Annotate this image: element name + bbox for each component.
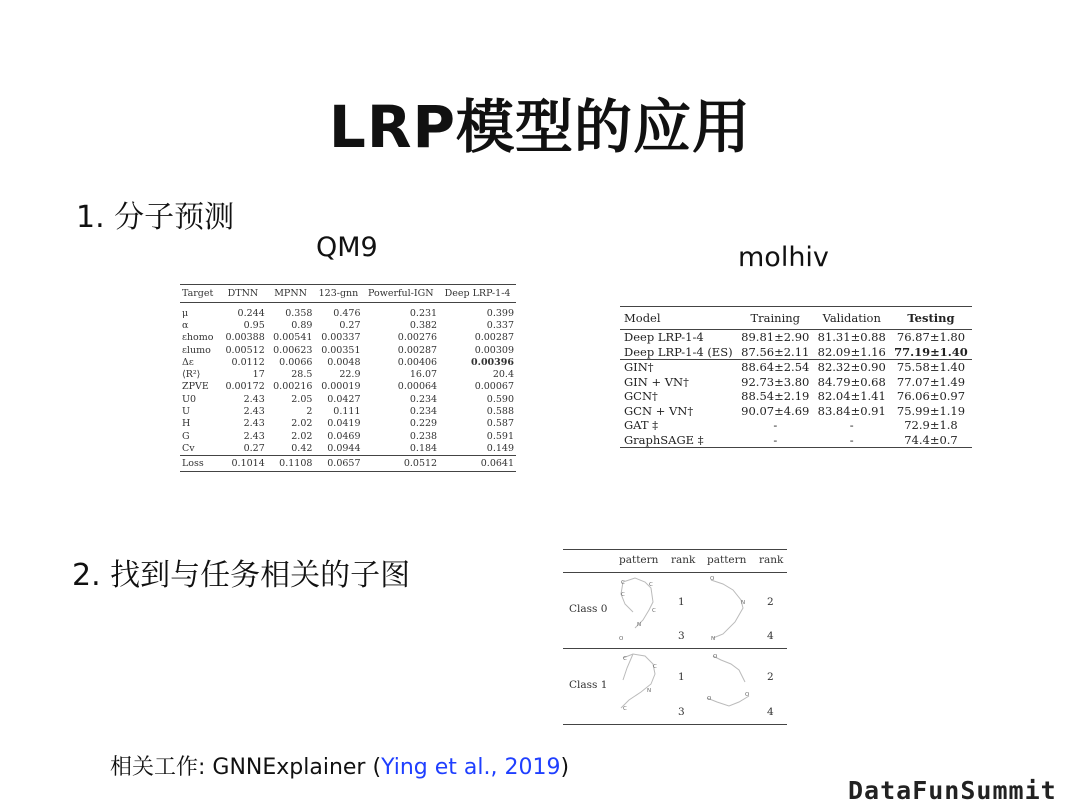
table-cell: 0.234 bbox=[409, 406, 438, 418]
table-cell: 0.00351 bbox=[321, 344, 361, 356]
table-cell: 0.00309 bbox=[474, 344, 514, 356]
column-header: Model bbox=[624, 311, 661, 325]
table-cell: 0.00541 bbox=[273, 332, 313, 344]
rank-label: 3 bbox=[678, 706, 685, 718]
table-cell: 0.229 bbox=[409, 418, 438, 430]
table-row bbox=[180, 430, 516, 442]
table-cell: 0.27 bbox=[339, 319, 361, 331]
class-0-label: Class 0 bbox=[569, 603, 608, 615]
table-cell: 77.07±1.49 bbox=[896, 374, 966, 389]
table-cell: 0.42 bbox=[291, 442, 313, 454]
table-cell: 2.43 bbox=[243, 418, 265, 430]
table-cell: GraphSAGE ‡ bbox=[620, 433, 737, 448]
atom-label: C bbox=[649, 582, 653, 588]
table-cell: 28.5 bbox=[291, 369, 313, 381]
citation-link[interactable]: Ying et al., 2019 bbox=[381, 755, 561, 780]
column-header: Training bbox=[750, 311, 801, 325]
table-cell: 82.32±0.90 bbox=[814, 360, 890, 375]
molecule-subgraph-drawings bbox=[563, 550, 787, 724]
table-cell: - bbox=[814, 433, 890, 448]
table-cell: 0.0427 bbox=[327, 393, 361, 405]
table-header-row bbox=[620, 307, 972, 330]
table-cell: 22.9 bbox=[339, 369, 361, 381]
table-cell: GIN† bbox=[620, 360, 737, 375]
table-cell: Deep LRP-1-4 (ES) bbox=[624, 344, 733, 359]
qm9-results-table bbox=[180, 284, 516, 472]
table-cell: 0.476 bbox=[333, 307, 361, 319]
table-cell: 0.184 bbox=[409, 442, 438, 454]
table-row bbox=[620, 404, 972, 419]
table-row bbox=[180, 303, 516, 320]
column-header: Deep LRP-1-4 bbox=[444, 288, 511, 299]
table-cell: 82.04±1.41 bbox=[817, 389, 886, 404]
atom-label: N bbox=[637, 622, 642, 628]
table-cell: Loss bbox=[182, 457, 204, 469]
table-cell: μ bbox=[182, 307, 189, 319]
table-cell: 0.89 bbox=[291, 319, 313, 331]
table-cell: 2 bbox=[306, 406, 313, 418]
table-cell: 84.79±0.68 bbox=[817, 374, 886, 389]
atom-label: O bbox=[745, 692, 750, 698]
related-work-note bbox=[110, 750, 569, 781]
table-cell: 82.09±1.16 bbox=[817, 344, 886, 359]
section-heading-1: 1. 分子预测 bbox=[76, 200, 235, 235]
atom-label: C bbox=[621, 580, 625, 586]
qm9-caption: QM9 bbox=[316, 232, 378, 263]
table-cell: 0.95 bbox=[243, 319, 265, 331]
atom-label: C bbox=[621, 592, 625, 598]
table-cell: G bbox=[182, 430, 190, 442]
table-cell: Δε bbox=[182, 356, 194, 368]
class-1-label: Class 1 bbox=[569, 679, 608, 691]
table-cell: 0.382 bbox=[409, 319, 438, 331]
rank-label: 4 bbox=[767, 630, 774, 642]
table-cell: 0.1108 bbox=[279, 457, 313, 469]
table-cell: 0.27 bbox=[243, 442, 265, 454]
table-row bbox=[180, 344, 516, 356]
column-header: pattern bbox=[619, 554, 659, 566]
table-cell: 0.00216 bbox=[273, 381, 313, 393]
table-cell: 0.149 bbox=[486, 442, 514, 454]
atom-label: C bbox=[652, 608, 656, 614]
molecule-pattern-3 bbox=[621, 654, 655, 708]
table-cell: 0.0512 bbox=[403, 457, 438, 469]
table-row bbox=[180, 381, 516, 393]
table-row bbox=[620, 375, 972, 390]
atom-labels bbox=[619, 576, 750, 712]
table-cell: 0.0657 bbox=[327, 457, 361, 469]
atom-label: N bbox=[741, 600, 746, 606]
column-header: Testing bbox=[907, 311, 955, 325]
table-cell: 90.07±4.69 bbox=[741, 403, 810, 418]
table-cell: 0.591 bbox=[486, 430, 514, 442]
table-cell: 2.05 bbox=[291, 393, 313, 405]
table-cell: 0.238 bbox=[409, 430, 438, 442]
table-cell: 0.1014 bbox=[231, 457, 265, 469]
table-cell: 2.02 bbox=[291, 430, 313, 442]
table-cell: 2.43 bbox=[243, 393, 265, 405]
table-cell: ⟨R²⟩ bbox=[182, 369, 201, 381]
molecule-pattern-2 bbox=[711, 580, 746, 638]
table-cell: 0.234 bbox=[409, 393, 438, 405]
column-header: Target bbox=[182, 288, 214, 299]
table-cell: Cv bbox=[182, 442, 195, 454]
table-cell: 0.0944 bbox=[327, 442, 361, 454]
table-cell: 0.00276 bbox=[397, 332, 438, 344]
column-header: 123-gnn bbox=[318, 288, 359, 299]
table-cell: 0.111 bbox=[333, 406, 361, 418]
molhiv-results-table bbox=[620, 306, 972, 448]
table-cell: 88.64±2.54 bbox=[737, 360, 813, 375]
table-cell: 0.00067 bbox=[474, 381, 514, 393]
table-cell: 77.19±1.40 bbox=[894, 344, 968, 359]
table-cell: 17 bbox=[252, 369, 265, 381]
molhiv-caption: molhiv bbox=[738, 242, 829, 273]
table-cell: Deep LRP-1-4 bbox=[624, 330, 704, 345]
table-cell: 0.588 bbox=[486, 406, 514, 418]
table-cell: - bbox=[849, 418, 854, 433]
atom-label: O bbox=[619, 636, 624, 642]
table-row bbox=[180, 332, 516, 344]
table-cell: ZPVE bbox=[182, 381, 209, 393]
rank-label: 4 bbox=[767, 706, 774, 718]
table-cell: 0.00337 bbox=[321, 332, 361, 344]
table-cell: 0.231 bbox=[409, 307, 438, 319]
table-cell: 0.244 bbox=[237, 307, 265, 319]
table-cell: 0.587 bbox=[486, 418, 514, 430]
atom-label: N bbox=[711, 636, 716, 642]
table-cell: 88.54±2.19 bbox=[741, 389, 810, 404]
table-cell: 0.00406 bbox=[397, 356, 438, 368]
table-cell: H bbox=[182, 418, 191, 430]
table-row bbox=[620, 345, 972, 360]
table-cell: 75.99±1.19 bbox=[896, 403, 966, 418]
datafun-summit-logo: DataFunSummit bbox=[848, 776, 1057, 805]
table-cell: GIN + VN† bbox=[624, 374, 689, 389]
table-cell: 0.399 bbox=[486, 307, 514, 319]
column-header: DTNN bbox=[227, 288, 259, 299]
table-cell: 0.00512 bbox=[225, 344, 265, 356]
table-cell: 2.43 bbox=[243, 430, 265, 442]
table-cell: α bbox=[182, 319, 189, 331]
table-cell: 0.00287 bbox=[474, 332, 514, 344]
table-cell: 0.0048 bbox=[327, 356, 361, 368]
table-row bbox=[180, 418, 516, 430]
table-row bbox=[180, 405, 516, 417]
table-row bbox=[620, 360, 972, 375]
table-cell: 76.06±0.97 bbox=[896, 389, 966, 404]
rank-label: 2 bbox=[767, 596, 774, 608]
table-cell: 89.81±2.90 bbox=[741, 330, 810, 345]
atom-label: O bbox=[713, 654, 718, 660]
related-work-prefix: 相关工作: GNNExplainer ( bbox=[110, 755, 382, 780]
atom-label: N bbox=[647, 688, 652, 694]
table-cell: 0.0419 bbox=[327, 418, 361, 430]
table-cell: 83.84±0.91 bbox=[817, 403, 886, 418]
table-cell: 76.87±1.80 bbox=[896, 330, 966, 345]
table-cell: 0.00172 bbox=[225, 381, 265, 393]
table-cell: 0.358 bbox=[285, 307, 313, 319]
atom-label: C bbox=[653, 664, 657, 670]
table-cell: εlumo bbox=[182, 344, 211, 356]
rank-label: 1 bbox=[678, 671, 685, 683]
table-cell: GAT ‡ bbox=[624, 418, 658, 433]
table-cell: 0.00396 bbox=[471, 356, 514, 368]
related-work-suffix: ) bbox=[560, 755, 570, 780]
table-cell: 0.0112 bbox=[231, 356, 265, 368]
rank-label: 2 bbox=[767, 671, 774, 683]
molhiv-table-body bbox=[620, 330, 972, 448]
column-header: rank bbox=[759, 554, 784, 566]
table-cell: U0 bbox=[182, 393, 197, 405]
table-cell: εhomo bbox=[182, 332, 214, 344]
table-cell: - bbox=[773, 418, 778, 433]
table-cell: 0.0641 bbox=[480, 457, 514, 469]
table-cell: 2.43 bbox=[243, 406, 265, 418]
table-cell: 87.56±2.11 bbox=[741, 344, 810, 359]
loss-row bbox=[180, 455, 516, 471]
table-cell: 0.00019 bbox=[321, 381, 361, 393]
table-row bbox=[620, 389, 972, 404]
table-row bbox=[180, 393, 516, 405]
table-cell: 16.07 bbox=[409, 369, 438, 381]
table-cell: 72.9±1.8 bbox=[904, 418, 958, 433]
table-cell: 81.31±0.88 bbox=[817, 330, 886, 345]
slide-title: LRP模型的应用 bbox=[328, 93, 752, 161]
table-row bbox=[620, 433, 972, 448]
column-header: rank bbox=[671, 554, 696, 566]
table-row bbox=[620, 418, 972, 433]
rank-label: 1 bbox=[678, 596, 685, 608]
column-header: MPNN bbox=[274, 288, 307, 299]
table-cell: 0.0469 bbox=[327, 430, 361, 442]
atom-label: O bbox=[710, 576, 715, 582]
molecule-pattern-4 bbox=[707, 656, 749, 706]
section-heading-2: 2. 找到与任务相关的子图 bbox=[72, 558, 411, 593]
table-cell: 2.02 bbox=[291, 418, 313, 430]
table-row bbox=[180, 356, 516, 368]
column-header: Powerful-IGN bbox=[368, 288, 434, 299]
table-cell: GCN† bbox=[624, 389, 658, 404]
table-row bbox=[180, 442, 516, 455]
table-cell: 74.4±0.7 bbox=[890, 433, 972, 448]
table-row bbox=[180, 368, 516, 380]
table-cell: 0.590 bbox=[486, 393, 514, 405]
rank-label: 3 bbox=[678, 630, 685, 642]
subgraph-pattern-table bbox=[563, 549, 787, 725]
column-header: pattern bbox=[707, 554, 747, 566]
atom-label: C bbox=[623, 706, 627, 712]
atom-label: C bbox=[623, 656, 627, 662]
table-row bbox=[620, 330, 972, 345]
table-cell: 0.0066 bbox=[279, 356, 313, 368]
table-cell: 92.73±3.80 bbox=[741, 374, 810, 389]
column-header: Validation bbox=[822, 311, 881, 325]
qm9-table-body bbox=[180, 303, 516, 472]
table-cell: U bbox=[182, 406, 191, 418]
table-cell: GCN + VN† bbox=[624, 403, 694, 418]
table-cell: 0.00388 bbox=[225, 332, 265, 344]
table-cell: 0.00287 bbox=[397, 344, 438, 356]
table-header-row bbox=[180, 285, 516, 303]
table-cell: 0.00623 bbox=[273, 344, 313, 356]
table-cell: 0.00064 bbox=[397, 381, 438, 393]
table-row bbox=[180, 319, 516, 331]
table-cell: 75.58±1.40 bbox=[890, 360, 972, 375]
atom-label: O bbox=[707, 696, 712, 702]
table-cell: - bbox=[737, 433, 813, 448]
table-cell: 20.4 bbox=[492, 369, 514, 381]
table-cell: 0.337 bbox=[486, 319, 514, 331]
